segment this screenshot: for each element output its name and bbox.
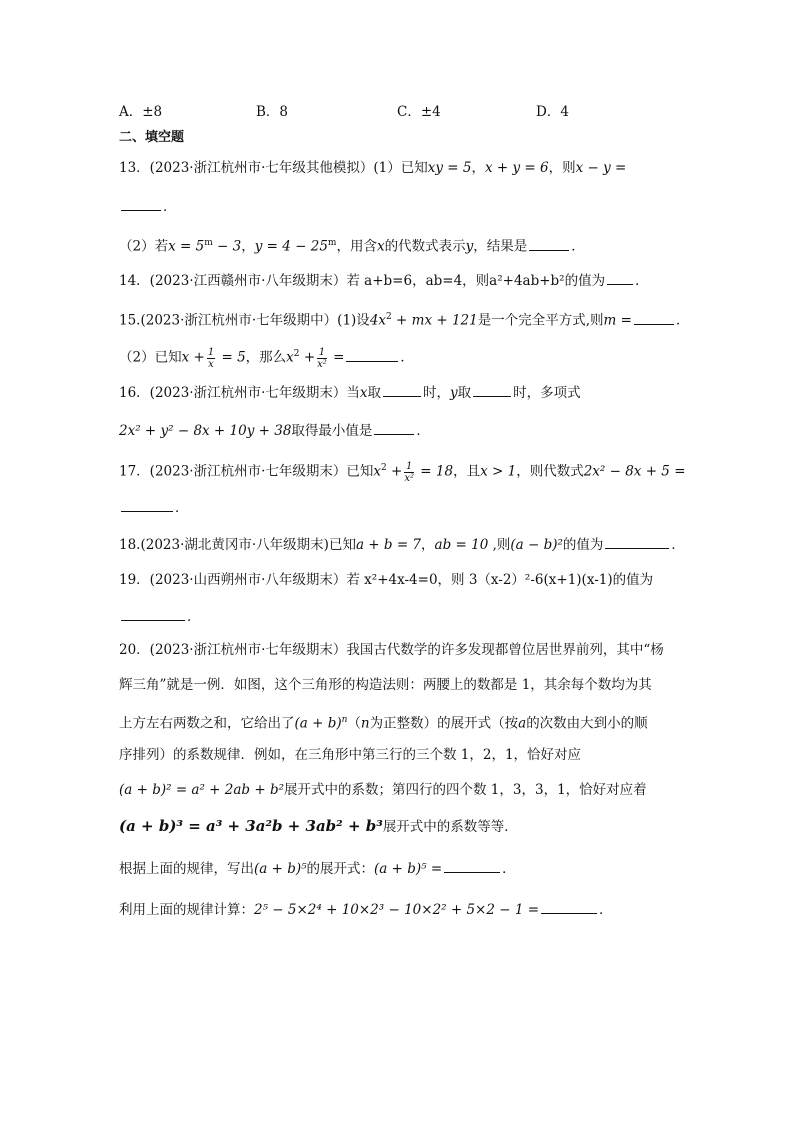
option-a: A．±8 bbox=[119, 104, 163, 120]
question-17-line-1: 17．(2023·浙江杭州市·七年级期末）已知$x^2$ + $\frac{1}{\text{x²}}$ = 18，且x > 1，则代数式2x² − 8x + 5 = bbox=[119, 460, 686, 484]
question-20-line-6: (a + b)³ = a³ + 3a²b + 3ab² + b³展开式中的系数等等． bbox=[119, 817, 518, 835]
section-title: 二、填空题 bbox=[119, 130, 185, 145]
question-14: 14．(2023·江西赣州市·八年级期末）若 a+b=6，ab=4，则a²+4ab+b²的值为 ． bbox=[119, 270, 649, 291]
question-19-line-1: 19．(2023·山西朔州市·八年级期末）若 x²+4x-4=0，则 3（x-2）²-6(x+1)(x-1)的值为 bbox=[119, 572, 654, 588]
question-16-line-2: 2x² + y² − 8x + 10y + 38取得最小值是 ． bbox=[119, 420, 430, 441]
answer-blank[interactable] bbox=[121, 606, 185, 621]
question-20-line-3: 上方左右两数之和，它给出了$(a + b)^n(n$为正整数）的展开式（按a的次数由大到小的顺 bbox=[119, 715, 648, 732]
answer-blank[interactable] bbox=[121, 196, 161, 211]
question-19-blank-line: ． bbox=[119, 606, 201, 627]
question-20-line-2: 辉三角”就是一例．如图，这个三角形的构造法则：两腰上的数都是 1，其余每个数均为其 bbox=[119, 677, 652, 693]
question-20-line-7: 根据上面的规律，写出(a + b)⁵的展开式：(a + b)⁵ = ． bbox=[119, 858, 516, 879]
answer-blank[interactable] bbox=[529, 236, 569, 251]
answer-blank[interactable] bbox=[473, 382, 511, 397]
question-15-line-2: （2）已知x + $\frac{1}{x}$ = 5，那么$x^2$ + $\frac{1}{\text{x²}}$ = ． bbox=[119, 346, 414, 370]
question-18: 18.(2023·湖北黄冈市·八年级期末)已知a + b = 7，ab = 10 ,则(a − b)²的值为 ． bbox=[119, 534, 685, 555]
question-17-blank-line: ． bbox=[119, 497, 189, 518]
option-b: B．8 bbox=[256, 104, 289, 120]
question-20-line-5: (a + b)² = a² + 2ab + b²展开式中的系数；第四行的四个数 1，3，3，1，恰好对应着 bbox=[119, 782, 647, 798]
answer-blank[interactable] bbox=[634, 310, 674, 325]
answer-blank[interactable] bbox=[374, 420, 414, 435]
option-d: D．4 bbox=[536, 104, 569, 120]
question-15-line-1: 15.(2023·浙江杭州市·七年级期中）(1)设$4x^2$ + mx + 121是一个完全平方式,则m = ． bbox=[119, 307, 689, 331]
answer-blank[interactable] bbox=[605, 534, 669, 549]
question-13-line-2: （2）若$x = 5^m - 3$，$y = 4 - 25^m$，用含x的代数式表示y，结果是 ． bbox=[119, 233, 585, 257]
answer-blank[interactable] bbox=[444, 858, 500, 873]
answer-blank[interactable] bbox=[541, 899, 597, 914]
question-16-line-1: 16．(2023·浙江杭州市·七年级期末）当x取 时，y取 时，多项式 bbox=[119, 382, 581, 403]
question-20-line-1: 20．(2023·浙江杭州市·七年级期末）我国古代数学的许多发现都曾位居世界前列，其中“杨 bbox=[119, 642, 664, 658]
question-20-line-4: 序排列）的系数规律．例如，在三角形中第三行的三个数 1，2，1，恰好对应 bbox=[119, 747, 582, 763]
question-13-blank-line: ． bbox=[119, 196, 177, 217]
question-13-line-1: 13．(2023·浙江杭州市·七年级其他模拟）(1）已知xy = 5，x + y = 6，则x − y = bbox=[119, 160, 627, 176]
answer-blank[interactable] bbox=[346, 347, 398, 362]
answer-blank[interactable] bbox=[121, 497, 173, 512]
question-20-line-8: 利用上面的规律计算：2⁵ − 5×2⁴ + 10×2³ − 10×2² + 5×2 − 1 = ． bbox=[119, 899, 613, 920]
answer-blank[interactable] bbox=[383, 382, 421, 397]
answer-blank[interactable] bbox=[607, 270, 633, 285]
option-c: C．±4 bbox=[397, 104, 441, 120]
